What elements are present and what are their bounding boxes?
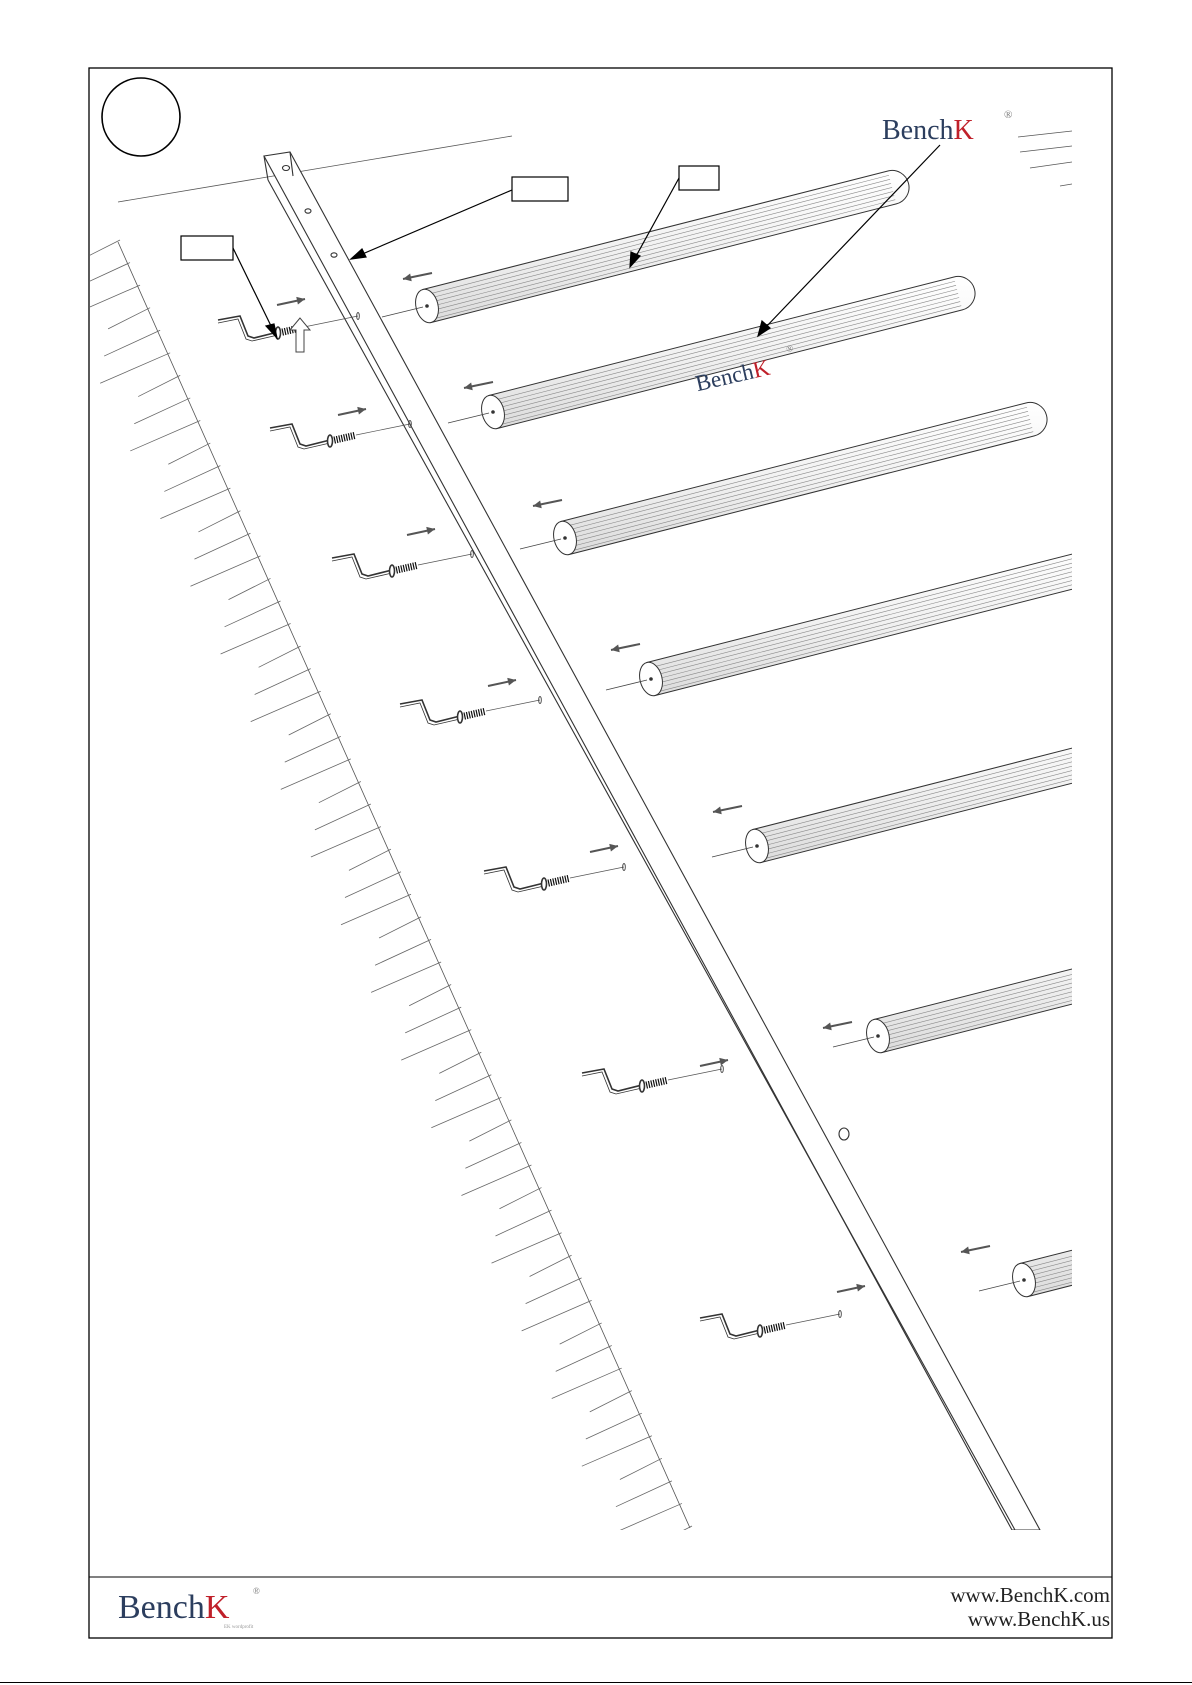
bar-groove xyxy=(435,196,894,315)
thread-turn xyxy=(567,875,569,882)
crank-screw-fastener xyxy=(332,551,473,580)
thread-turn xyxy=(466,712,468,719)
bar-groove xyxy=(433,187,892,306)
crank-screw-fastener xyxy=(484,864,625,893)
hatch-line xyxy=(221,624,291,654)
hatch-line xyxy=(198,511,240,532)
thread-turn xyxy=(287,327,289,334)
thread-turn xyxy=(764,1327,766,1334)
push-arrow-icon xyxy=(464,382,493,390)
thread-turn xyxy=(284,328,286,335)
footer-tagline: EK wordprofit xyxy=(224,1625,254,1630)
screw-thread xyxy=(334,432,355,443)
crank-handle xyxy=(332,554,392,576)
bar-body xyxy=(874,900,1192,1052)
crank-washer xyxy=(758,1325,763,1337)
bar-groove xyxy=(657,560,1116,679)
thread-turn xyxy=(553,878,555,885)
thread-turn xyxy=(410,563,412,570)
arrow-head xyxy=(609,844,618,852)
crank-washer xyxy=(542,878,547,890)
footer-logo xyxy=(118,1586,260,1630)
hatch-line xyxy=(375,939,431,965)
hatch-line xyxy=(590,1391,632,1412)
hatch-line xyxy=(499,1188,541,1209)
hatch-line xyxy=(465,1142,521,1168)
thread-turn xyxy=(550,879,552,886)
bar-groove xyxy=(1028,1153,1192,1272)
push-arrow-icon xyxy=(403,273,432,281)
thread-turn xyxy=(474,710,476,717)
crank-screw-fastener xyxy=(700,1311,841,1340)
hatch-line xyxy=(496,1210,552,1236)
round-bars xyxy=(382,170,1192,1299)
hatch-line xyxy=(74,263,130,289)
thread-turn xyxy=(476,710,478,717)
thread-turn xyxy=(282,329,284,336)
thread-turn xyxy=(481,709,483,716)
crank-washer xyxy=(390,565,395,577)
thread-turn xyxy=(646,1082,648,1089)
thread-turn xyxy=(353,432,355,439)
bar-hole xyxy=(755,844,759,848)
bar-hole xyxy=(1022,1278,1026,1282)
hatch-line xyxy=(526,1278,582,1304)
arrow-head xyxy=(464,383,473,391)
thread-turn xyxy=(471,711,473,718)
thread-turn xyxy=(478,709,480,716)
thread-turn xyxy=(648,1081,650,1088)
thread-turn xyxy=(344,434,346,441)
svg-text:BenchK xyxy=(118,1589,230,1626)
screw-guide-line xyxy=(486,700,540,711)
hatch-line xyxy=(586,1413,642,1439)
bar-hole xyxy=(649,677,653,681)
hatch-line xyxy=(138,375,180,396)
hatch-line xyxy=(289,714,331,735)
hatch-line xyxy=(225,601,281,627)
arrow-head xyxy=(961,1247,970,1255)
hatch-line xyxy=(108,308,150,329)
thread-turn xyxy=(469,711,471,718)
crank-handle xyxy=(270,424,330,446)
hatch-line xyxy=(168,443,210,464)
callout-box-screw xyxy=(181,236,233,260)
crank-screws xyxy=(218,313,841,1340)
arrow-head xyxy=(611,645,620,653)
thread-turn xyxy=(336,436,338,443)
hatch-line xyxy=(104,330,160,356)
screw-thread xyxy=(464,708,485,719)
push-arrow-icon xyxy=(488,678,516,686)
hatch-line xyxy=(405,1007,461,1033)
hatch-line xyxy=(315,804,371,830)
thread-turn xyxy=(555,878,557,885)
hatch-line xyxy=(285,736,341,762)
arrow-head xyxy=(296,297,305,305)
thread-turn xyxy=(656,1079,658,1086)
hatch-line xyxy=(160,488,230,518)
hatch-line xyxy=(345,872,401,898)
thread-turn xyxy=(339,435,341,442)
hatch-line xyxy=(401,1030,471,1060)
hatch-line xyxy=(435,1075,491,1101)
bar-groove xyxy=(431,179,890,298)
insert-arrow-icon xyxy=(290,318,310,352)
bar-groove xyxy=(500,298,959,417)
bar-groove xyxy=(658,565,1117,684)
bar-body xyxy=(753,710,1192,862)
hatch-line xyxy=(319,781,361,802)
registered-mark: ® xyxy=(1004,109,1013,121)
arrow-head xyxy=(403,274,412,282)
hatch-line xyxy=(650,1526,692,1547)
hatch-line xyxy=(70,285,140,315)
hatch-line xyxy=(190,556,260,586)
thread-turn xyxy=(658,1079,660,1086)
crank-washer xyxy=(328,435,333,447)
bar-groove xyxy=(570,415,1029,534)
thread-turn xyxy=(565,876,567,883)
hatch-line xyxy=(409,985,451,1006)
screw-guide-line xyxy=(570,867,624,878)
crank-handle-edge xyxy=(484,870,544,892)
thread-turn xyxy=(663,1078,665,1085)
footer-brand-main: Bench xyxy=(118,1589,205,1626)
bar-brand-main: Bench xyxy=(693,358,756,397)
crank-handle-edge xyxy=(270,427,330,449)
thread-turn xyxy=(413,563,415,570)
bar-groove xyxy=(573,428,1032,547)
push-arrow-icon xyxy=(533,500,562,508)
arrow-head xyxy=(719,1058,728,1066)
thread-turn xyxy=(548,880,550,887)
hatch-line xyxy=(255,669,311,695)
thread-turn xyxy=(398,566,400,573)
hatch-line xyxy=(281,759,351,789)
screw-guide-line xyxy=(668,1069,722,1080)
thread-turn xyxy=(783,1322,785,1329)
screw-thread xyxy=(764,1322,785,1333)
hatch-line xyxy=(164,466,220,492)
crank-handle-edge xyxy=(400,703,460,725)
hatch-line xyxy=(552,1368,622,1398)
thread-turn xyxy=(334,437,336,444)
crank-screw-fastener xyxy=(400,697,541,726)
hatch-line xyxy=(616,1481,672,1507)
hatch-line xyxy=(229,578,271,599)
bar-hole xyxy=(876,1034,880,1038)
push-arrow-icon xyxy=(823,1022,852,1030)
hatch-line xyxy=(134,398,190,424)
arrow-head xyxy=(426,527,435,535)
hatch-line xyxy=(560,1323,602,1344)
footer-url[interactable]: www.BenchK.com xyxy=(950,1583,1110,1607)
hatch-line xyxy=(620,1458,662,1479)
bar-groove xyxy=(1027,1149,1192,1268)
round-bar xyxy=(712,710,1192,865)
hatch-line xyxy=(349,849,391,870)
bar-brand-accent: K xyxy=(750,354,773,383)
thread-turn xyxy=(406,564,408,571)
crank-screw-fastener xyxy=(270,421,411,450)
crank-handle-edge xyxy=(332,557,392,579)
screw-guide-line xyxy=(356,424,410,435)
bar-groove xyxy=(656,556,1115,675)
thread-turn xyxy=(415,562,417,569)
arrow-head xyxy=(357,407,366,415)
footer-brand-accent: K xyxy=(204,1589,230,1626)
thread-turn xyxy=(346,434,348,441)
arrow-head xyxy=(533,501,542,509)
bar-groove xyxy=(655,552,1114,671)
hatch-line xyxy=(556,1346,612,1372)
hatch-line xyxy=(582,1436,652,1466)
page-bottom-rule xyxy=(0,1682,1192,1683)
hatch-line xyxy=(251,691,321,721)
bar-groove xyxy=(571,419,1030,538)
hatch-line xyxy=(100,353,170,383)
crank-handle xyxy=(400,700,460,722)
bar-hole xyxy=(563,536,567,540)
push-arrow-icon xyxy=(837,1284,865,1292)
push-arrow-icon xyxy=(338,407,366,415)
thread-turn xyxy=(771,1325,773,1332)
push-arrow-icon xyxy=(700,1058,728,1066)
footer-registered-mark: ® xyxy=(253,1586,260,1596)
push-arrow-icon xyxy=(961,1246,990,1254)
hatch-line xyxy=(78,240,120,261)
round-bar xyxy=(606,543,1133,698)
thread-turn xyxy=(483,708,485,715)
thread-turn xyxy=(403,565,405,572)
crank-washer xyxy=(640,1080,645,1092)
screw-guide-line xyxy=(418,554,472,565)
callout-box-rail xyxy=(512,177,568,201)
thread-turn xyxy=(401,565,403,572)
bar-groove xyxy=(572,424,1031,543)
hatch-line xyxy=(461,1165,531,1195)
svg-text:BenchK xyxy=(882,115,974,146)
round-bar xyxy=(520,402,1047,557)
hatch-line xyxy=(194,533,250,559)
hatch-line xyxy=(259,646,301,667)
thread-turn xyxy=(776,1324,778,1331)
bar-groove xyxy=(499,293,958,412)
hatch-line xyxy=(469,1120,511,1141)
crank-handle xyxy=(582,1069,642,1091)
screw-thread xyxy=(548,875,569,886)
bar-groove xyxy=(498,289,957,408)
thread-turn xyxy=(560,877,562,884)
thread-turn xyxy=(665,1077,667,1084)
thread-turn xyxy=(408,564,410,571)
screw-thread xyxy=(396,562,417,573)
bar-groove xyxy=(659,569,1118,688)
arrow-head xyxy=(856,1284,865,1292)
bar-registered-mark: ® xyxy=(785,342,795,355)
round-bar xyxy=(448,276,975,431)
hatch-line xyxy=(439,1052,481,1073)
footer-urls xyxy=(950,1583,1110,1631)
arrow-head xyxy=(823,1023,832,1031)
push-arrow-icon xyxy=(407,527,435,535)
round-bar xyxy=(833,900,1192,1055)
thread-turn xyxy=(351,433,353,440)
hatch-line xyxy=(522,1300,592,1330)
bar-groove xyxy=(574,432,1033,551)
bar-hole xyxy=(491,410,495,414)
crank-screw-fastener xyxy=(218,313,359,342)
crank-handle xyxy=(484,867,544,889)
thread-turn xyxy=(774,1324,776,1331)
screw-thread xyxy=(646,1077,667,1088)
thread-turn xyxy=(464,713,466,720)
footer-url[interactable]: www.BenchK.us xyxy=(967,1607,1110,1631)
hatch-line xyxy=(371,962,441,992)
crank-handle-edge xyxy=(582,1072,642,1094)
hatch-line xyxy=(431,1097,501,1127)
screw-guide-line xyxy=(304,316,358,327)
thread-turn xyxy=(781,1323,783,1330)
step-number-circle xyxy=(102,78,180,156)
hatch-line xyxy=(379,917,421,938)
callout-box-bar xyxy=(679,166,719,190)
bar-groove xyxy=(436,200,895,319)
thread-turn xyxy=(778,1323,780,1330)
hatch-line xyxy=(341,894,411,924)
thread-turn xyxy=(653,1080,655,1087)
thread-turn xyxy=(562,876,564,883)
push-arrow-icon xyxy=(590,844,618,852)
background-lines xyxy=(118,131,1072,1528)
crank-screw-fastener xyxy=(582,1066,723,1095)
hatch-line xyxy=(311,827,381,857)
brand-accent: K xyxy=(953,115,974,146)
push-arrow-icon xyxy=(611,644,640,652)
hatch-line xyxy=(130,420,200,450)
thread-turn xyxy=(396,567,398,574)
brand-main: Bench xyxy=(882,115,954,146)
round-bar xyxy=(382,170,909,325)
bar-body xyxy=(1020,1144,1192,1296)
thread-turn xyxy=(558,877,560,884)
round-bar xyxy=(979,1144,1192,1299)
bar-groove xyxy=(432,183,891,302)
push-arrow-icon xyxy=(277,297,305,305)
bar-groove xyxy=(569,411,1028,530)
arrow-head xyxy=(507,678,516,686)
bar-groove xyxy=(654,548,1113,667)
bar-groove xyxy=(501,302,960,421)
hatch-line xyxy=(530,1255,572,1276)
thread-turn xyxy=(348,433,350,440)
brand-mark-top xyxy=(882,109,1012,146)
thread-turn xyxy=(341,435,343,442)
crank-washer xyxy=(458,711,463,723)
hatch-line xyxy=(612,1503,682,1533)
thread-turn xyxy=(660,1078,662,1085)
thread-turn xyxy=(769,1325,771,1332)
crank-handle-edge xyxy=(700,1317,760,1339)
thread-turn xyxy=(766,1326,768,1333)
bar-hole xyxy=(425,304,429,308)
bar-groove xyxy=(568,407,1027,526)
thread-turn xyxy=(651,1080,653,1087)
push-arrow-icon xyxy=(713,806,742,814)
bar-groove xyxy=(660,573,1119,692)
hatch-line xyxy=(492,1233,562,1263)
arrow-head xyxy=(713,807,722,815)
screw-guide-line xyxy=(786,1314,840,1325)
bar-groove xyxy=(430,175,889,294)
crank-handle xyxy=(700,1314,760,1336)
bar-groove xyxy=(434,192,893,311)
hatch-lines xyxy=(70,240,692,1547)
